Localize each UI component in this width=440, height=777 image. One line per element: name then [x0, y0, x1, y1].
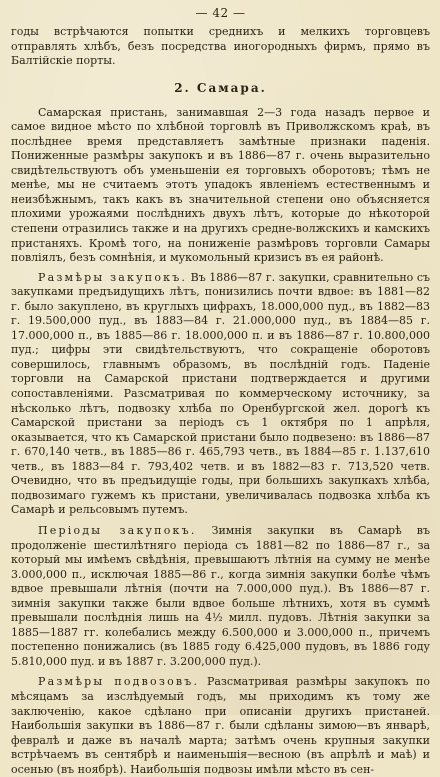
paragraph-delivery-sizes-heading: Размѣры подвозовъ. — [38, 675, 200, 689]
page-number: — 42 — — [195, 6, 246, 20]
section-heading: 2. Самара. — [174, 80, 267, 95]
paragraph-delivery-sizes — [11, 675, 430, 777]
paragraph-purchase-sizes-heading: Размѣры закупокъ. — [38, 270, 188, 284]
paragraph-purchase-periods-heading: Періоды закупокъ. — [38, 523, 197, 537]
paragraph-samara-overview: Самарская пристань, занимавшая 2—3 года назадъ первое и самое видное мѣсто по хлѣбной торговлѣ въ Приволжскомъ краѣ, въ послѣднее время представляетъ замѣтные признаки паденія. Пониженные размѣры закупокъ и въ 1886—87 г. очень выразительно свидѣтельствуютъ объ уменьшеніи ея торговыхъ оборотовъ; тѣмъ не менѣе, мы не считаемъ этотъ упадокъ явленіемъ естественнымъ и неизбѣжнымъ, такъ какъ въ значительной степени оно объясняется плохими урожаями послѣднихъ двухъ лѣтъ, которые до нѣкоторой степени отразились также и на другихъ средне-волжскихъ и камскихъ пристаняхъ. Кромѣ того, на пониженіе размѣровъ торговли Самары повліялъ, безъ сомнѣнія, и мукомольный кризисъ въ ея районѣ. — [11, 105, 430, 265]
paragraph-purchase-periods-body: Зимнія закупки въ Самарѣ въ продолженіе шестилѣтняго періода съ 1881—82 по 1886—87 г., за который мы имѣемъ свѣдѣнія, превышаютъ лѣтнія на сумму не менѣе 3.000,000 п., исключая 1885—86 г., когда зимнія закупки болѣе чѣмъ вдвое превышали лѣтнія (почти на 7.000,000 пуд.). Въ 1886—87 г. зимнія закупки также были вдвое больше лѣтнихъ, хотя въ суммѣ превышали послѣднія лишь на 4½ милл. пудовъ. Лѣтнія закупки за 1885—1887 гг. колебались между 6.500,000 и 3.000,000 п., причемъ постепенно понижались (въ 1885 году 6.425,000 пудовъ, въ 1886 году 5.810,000 пуд. и въ 1887 г. 3.200,000 пуд.). — [11, 523, 430, 668]
paragraph-purchase-sizes — [11, 271, 430, 518]
intro-paragraph: годы встрѣчаются попытки среднихъ и мелкихъ торговцевъ отправлять хлѣбъ, безъ посредства иногородныхъ фирмъ, прямо въ Балтійскіе порты. — [11, 25, 430, 68]
paragraph-purchase-sizes-body: Въ 1886—87 г. закупки, сравнительно съ закупками предъидущихъ лѣтъ, понизились почти вдвое: въ 1881—82 г. было закуплено, въ круглыхъ цифрахъ, 18.000,000 пуд., въ 1882—83 г. 19.500,000 пуд., въ 1883—84 г. 21.000,000 пуд., въ 1884—85 г. 17.000,000 п., въ 1885—86 г. 18.000,000 п. и въ 1886—87 г. 10.800,000 пуд.; цифры эти свидѣтельствуютъ, что сокращеніе оборотовъ совершилось, главнымъ образомъ, въ послѣдній годъ. Паденіе торговли на Самарской пристани подтверждается и другими сопоставленіями. Разсматривая по коммерческому источнику, за нѣсколько лѣтъ, подвозку хлѣба по Оренбургской жел. дорогѣ къ Самарской пристани за періодъ съ 1 октября по 1 апрѣля, оказывается, что къ Самарской пристани было подвезено: въ 1886—87 г. 670,140 четв., въ 1885—86 г. 465,793 четв., въ 1884—85 г. 1.137,610 четв., въ 1883—84 г. 793,402 четв. и въ 1882—83 г. 713,520 четв. Очевидно, что въ предъидущіе годы, при большихъ закупкахъ хлѣба, подвозимаго гужемъ къ пристани, увеличивалась подвозка хлѣба къ Самарѣ и рельсовымъ путемъ. — [11, 270, 430, 517]
paragraph-purchase-periods — [11, 524, 430, 669]
paragraph-delivery-sizes-body: Разсматривая размѣры закупокъ по мѣсяцамъ за изслѣдуемый годъ, мы приходимъ къ тому же заключенію, какое сдѣлано при описаніи другихъ пристаней. Наибольшія закупки въ 1886—87 г. были сдѣланы зимою—въ январѣ, февралѣ и даже въ началѣ марта; затѣмъ очень крупныя закупки встрѣчаемъ въ сентябрѣ и наименьшія—весною (въ апрѣлѣ и маѣ) и осенью (въ ноябрѣ). Наибольшія подвозы имѣли мѣсто въ сен- — [11, 675, 430, 776]
